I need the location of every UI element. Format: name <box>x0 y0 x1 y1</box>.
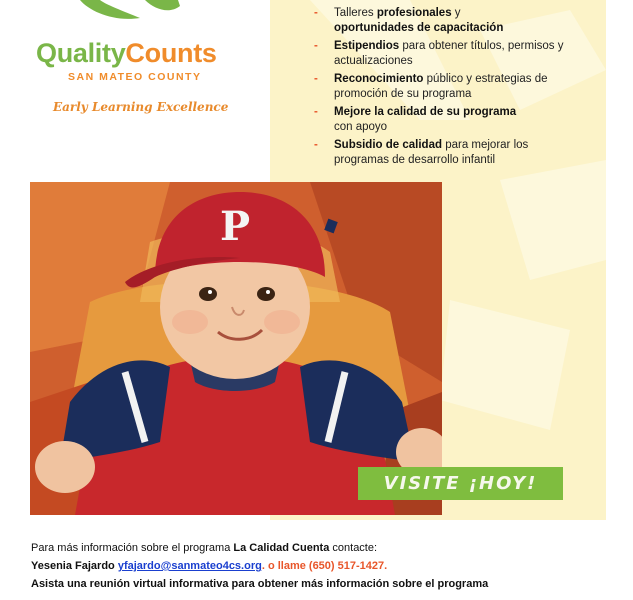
contact-line-2 <box>31 557 611 575</box>
email-link[interactable]: yfajardo@sanmateo4cs.org <box>117 560 262 572</box>
contact-info <box>31 539 611 593</box>
bullet-icon: - <box>314 40 318 52</box>
contact-line-3: Asista una reunión virtual informativa para obtener más información sobre el programa <box>31 578 489 590</box>
bullet-icon: - <box>314 139 318 151</box>
list-item: - Mejore la calidad de su programa con apoyo <box>314 106 517 133</box>
phone-text: . o llame (650) 517-1427. <box>261 560 388 572</box>
child-illustration <box>30 182 442 515</box>
contact-name: Yesenia Fajardo <box>31 560 115 572</box>
logo-title: QualityCounts <box>36 38 217 68</box>
visite-hoy-button[interactable]: VISITE ¡HOY! <box>358 467 563 500</box>
bullet-icon: - <box>314 106 318 118</box>
list-item: - Reconocimiento público y estrategias de promoción de su programa <box>314 73 548 100</box>
bullet-icon: - <box>314 73 318 85</box>
child-photo <box>30 182 442 515</box>
list-item: - Estipendios para obtener títulos, permisos y actualizaciones <box>314 40 564 67</box>
list-item: - Subsidio de calidad para mejorar los programas de desarrollo infantil <box>314 139 529 166</box>
cap-letter: P <box>220 203 251 250</box>
tagline: Early Learning Excellence <box>53 100 229 114</box>
benefits-list <box>312 6 582 171</box>
logo-swoosh-icon <box>60 0 190 30</box>
bullet-icon: - <box>314 7 318 19</box>
contact-line-1: Para más información sobre el programa La Calidad Cuenta contacte: <box>31 542 378 554</box>
list-item: - Talleres profesionales y oportunidades de capacitación <box>314 7 504 34</box>
logo-subtitle: SAN MATEO COUNTY <box>68 71 202 83</box>
